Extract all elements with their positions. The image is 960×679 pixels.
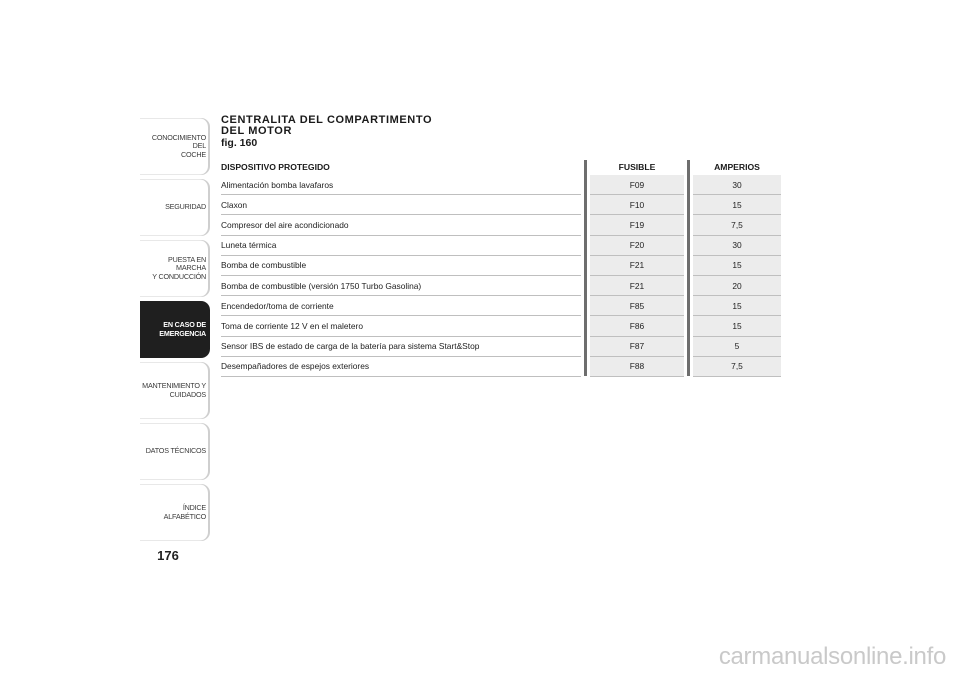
tab-label: CONOCIMIENTO DEL COCHE (151, 132, 206, 159)
table-header-row (221, 158, 781, 175)
cell-amps: 30 (693, 175, 781, 195)
cell-fuse: F86 (590, 316, 684, 336)
column-divider (684, 255, 693, 275)
column-divider (581, 255, 590, 275)
cell-device: Claxon (221, 195, 581, 215)
column-divider (581, 296, 590, 316)
table-row (221, 175, 781, 195)
main-content (221, 115, 781, 377)
cell-amps: 15 (693, 255, 781, 275)
cell-amps: 5 (693, 336, 781, 356)
column-divider (581, 215, 590, 235)
column-divider (581, 158, 590, 175)
table-row (221, 195, 781, 215)
column-divider (581, 336, 590, 356)
cell-fuse: F10 (590, 195, 684, 215)
table-row (221, 296, 781, 316)
page-number: 176 (157, 548, 179, 563)
column-divider (684, 215, 693, 235)
tab-indice-alfabetico[interactable] (140, 484, 210, 541)
cell-fuse: F87 (590, 336, 684, 356)
header-amps: AMPERIOS (714, 161, 760, 172)
tab-puesta-en-marcha[interactable] (140, 240, 210, 297)
column-divider (684, 336, 693, 356)
column-divider (581, 356, 590, 376)
column-divider (581, 235, 590, 255)
table-row (221, 356, 781, 376)
cell-fuse: F21 (590, 275, 684, 295)
table-row (221, 215, 781, 235)
tab-mantenimiento[interactable] (140, 362, 210, 419)
column-divider (684, 356, 693, 376)
chapter-sidebar (140, 118, 210, 545)
cell-device: Toma de corriente 12 V en el maletero (221, 316, 581, 336)
cell-amps: 15 (693, 316, 781, 336)
fuse-table (221, 158, 781, 377)
column-divider (684, 296, 693, 316)
cell-device: Sensor IBS de estado de carga de la batería para sistema Start&Stop (221, 336, 581, 356)
table-row (221, 336, 781, 356)
column-divider (581, 175, 590, 195)
cell-device: Encendedor/toma de corriente (221, 296, 581, 316)
cell-amps: 7,5 (693, 215, 781, 235)
cell-device: Bomba de combustible (versión 1750 Turbo Gasolina) (221, 275, 581, 295)
cell-device: Bomba de combustible (221, 255, 581, 275)
cell-device: Compresor del aire acondicionado (221, 215, 581, 235)
column-divider (684, 175, 693, 195)
cell-fuse: F88 (590, 356, 684, 376)
table-row (221, 255, 781, 275)
tab-label: DATOS TÉCNICOS (145, 446, 206, 456)
tab-label: MANTENIMIENTO Y CUIDADOS (142, 381, 206, 399)
tab-label: PUESTA EN MARCHA Y CONDUCCIÓN (152, 254, 206, 281)
table-row (221, 235, 781, 255)
column-divider (581, 275, 590, 295)
tab-en-caso-de-emergencia[interactable] (140, 301, 210, 358)
column-divider (684, 275, 693, 295)
tab-conocimiento-del-coche[interactable] (140, 118, 210, 175)
cell-amps: 30 (693, 235, 781, 255)
section-title: CENTRALITA DEL COMPARTIMENTO DEL MOTOR (221, 114, 433, 137)
cell-fuse: F21 (590, 255, 684, 275)
header-device: DISPOSITIVO PROTEGIDO (221, 161, 330, 172)
tab-seguridad[interactable] (140, 179, 210, 236)
cell-amps: 20 (693, 275, 781, 295)
column-divider (684, 316, 693, 336)
tab-label: ÍNDICE ALFABÉTICO (163, 503, 206, 521)
cell-amps: 15 (693, 195, 781, 215)
column-divider (581, 316, 590, 336)
table-row (221, 275, 781, 295)
table-row (221, 316, 781, 336)
cell-amps: 7,5 (693, 356, 781, 376)
cell-fuse: F20 (590, 235, 684, 255)
tab-label: EN CASO DE EMERGENCIA (159, 320, 206, 338)
watermark: carmanualsonline.info (718, 643, 946, 670)
cell-fuse: F09 (590, 175, 684, 195)
tab-datos-tecnicos[interactable] (140, 423, 210, 480)
column-divider (684, 195, 693, 215)
cell-device: Luneta térmica (221, 235, 581, 255)
cell-device: Desempañadores de espejos exteriores (221, 356, 581, 376)
column-divider (684, 235, 693, 255)
cell-fuse: F19 (590, 215, 684, 235)
cell-fuse: F85 (590, 296, 684, 316)
cell-amps: 15 (693, 296, 781, 316)
figure-reference: fig. 160 (221, 137, 258, 149)
cell-device: Alimentación bomba lavafaros (221, 175, 581, 195)
column-divider (684, 158, 693, 175)
header-fuse: FUSIBLE (618, 161, 656, 172)
tab-label: SEGURIDAD (165, 202, 206, 212)
column-divider (581, 195, 590, 215)
